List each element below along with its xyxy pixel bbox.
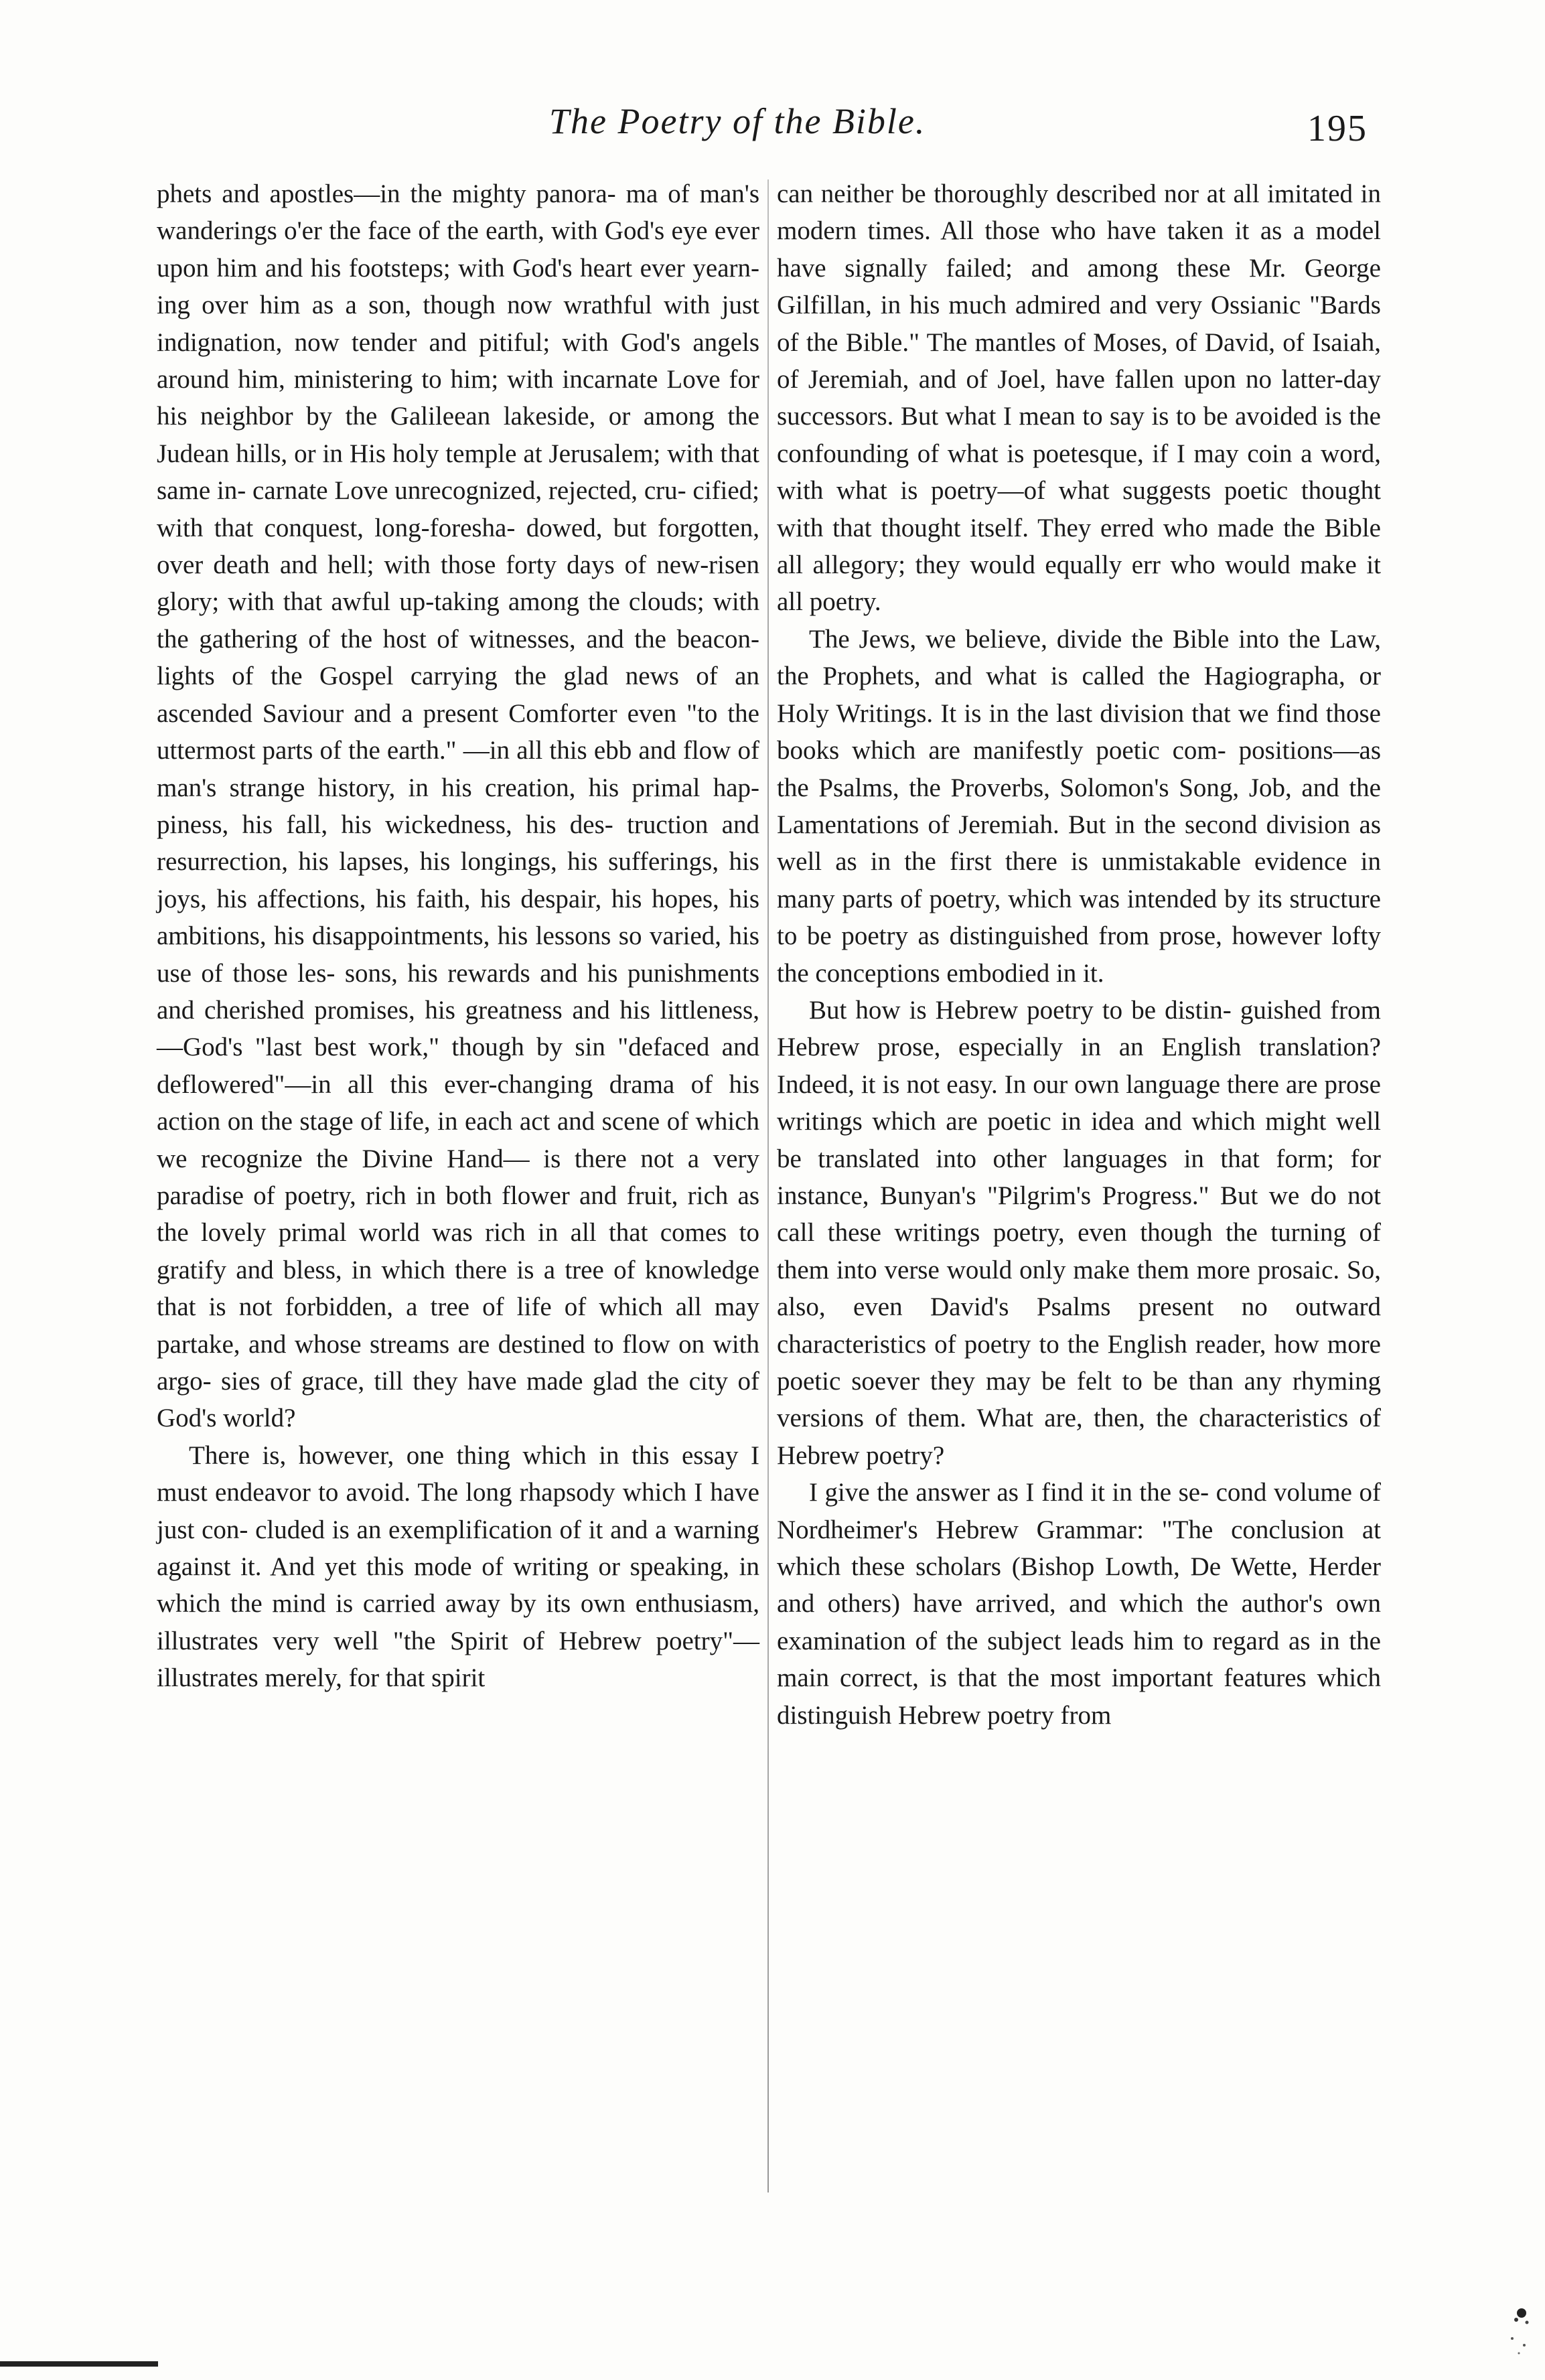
ink-specks (1500, 2304, 1540, 2364)
left-paragraph-1: phets and apostles—in the mighty panora- ma of man's wanderings o'er the face of the earth, with God's eye ever upon him and his footsteps; with God's heart ever yearn- ing over him as a son, though now wrathful with just indignation, now tender and pitiful; with God's angels around him, ministering to him; with incarnate Love for his neighbor by the Galileean lakeside, or among the Judean hills, or in His holy temple at Jerusalem; with that same in- carnate Love unrecognized, rejected, cru- cified; with that conquest, long-foresha- dowed, but forgotten, over death and hell; with those forty days of new-risen glory; with that awful up-taking among the clouds; with the gathering of the host of witnesses, and the beacon-lights of the Gospel carrying the glad news of an ascended Saviour and a present Comforter even "to the uttermost parts of the earth." —in all this ebb and flow of man's strange history, in his creation, his primal hap- piness, his fall, his wickedness, his des- truction and resurrection, his lapses, his longings, his sufferings, his joys, his affections, his faith, his despair, his hopes, his ambitions, his disappointments, his lessons so varied, his use of those les- sons, his rewards and his punishments and cherished promises, his greatness and his littleness,—God's "last best work," though by sin "defaced and deflowered"—in all this ever-changing drama of his action on the stage of life, in each act and scene of which we recognize the Divine Hand— is there not a very paradise of poetry, rich in both flower and fruit, rich as the lovely primal world was rich in all that comes to gratify and bless, in which there is a tree of knowledge that is not forbidden, a tree of life of which all may partake, and whose streams are destined to flow on with argo- sies of grace, till they have made glad the city of God's world? (157, 179, 759, 1433)
left-paragraph-2: There is, however, one thing which in this essay I must endeavor to avoid. The long rhapsody which I have just con- cluded is an exemplification of it and a warning against it. And yet this mode of writing or speaking, in which the mind is carried away by its own enthusiasm, illustrates very well "the Spirit of Hebrew poetry"—illustrates merely, for that spirit (157, 1440, 759, 1693)
right-paragraph-4: I give the answer as I find it in the se- cond volume of Nordheimer's Hebrew Grammar: "The conclusion at which these scholars (Bishop Lowth, De Wette, Herder and others) have arrived, and which the author's own examination of the subject leads him to regard as in the main correct, is that the most important features which distinguish Hebrew poetry from (777, 1478, 1381, 1730)
right-paragraph-3: But how is Hebrew poetry to be distin- guished from Hebrew prose, especially in an English translation? Indeed, it is not easy. In our own language there are prose writings which are poetic in idea and which might well be translated into other languages in that form; for instance, Bunyan's "Pilgrim's Progress." But we do not call these writings poetry, even though the turning of them into verse would only make them more prosaic. So, also, even David's Psalms present no outward characteristics of poetry to the English reader, how more poetic soever they may be felt to be than any rhyming versions of them. What are, then, the characteristics of Hebrew poetry? (777, 995, 1381, 1470)
left-column (157, 175, 759, 1697)
right-paragraph-2: The Jews, we believe, divide the Bible into the Law, the Prophets, and what is called the Hagiographa, or Holy Writings. It is in the last division that we find those books which are manifestly poetic com- positions—as the Psalms, the Proverbs, Solomon's Song, Job, and the Lamentations of Jeremiah. But in the second division as well as in the first there is unmistakable evidence in many parts of poetry, which was intended by its structure to be poetry as distinguished from prose, however lofty the conceptions embodied in it. (777, 624, 1381, 988)
column-divider (767, 179, 769, 2192)
page-number: 195 (1307, 108, 1368, 149)
right-column (777, 175, 1381, 1734)
scan-edge-rule (0, 2361, 158, 2367)
running-title: The Poetry of the Bible. (549, 101, 926, 141)
right-paragraph-1: can neither be thoroughly described nor at all imitated in modern times. All those who have taken it as a model have signally failed; and among these Mr. George Gilfillan, in his much admired and very Ossianic "Bards of the Bible." The mantles of Moses, of David, of Isaiah, of Jeremiah, and of Joel, have fallen upon no latter-day successors. But what I mean to say is to be avoided is the confounding of what is poetesque, if I may coin a word, with what is poetry—of what suggests poetic thought with that thought itself. They erred who made the Bible all allegory; they would equally err who would make it all poetry. (777, 179, 1381, 617)
